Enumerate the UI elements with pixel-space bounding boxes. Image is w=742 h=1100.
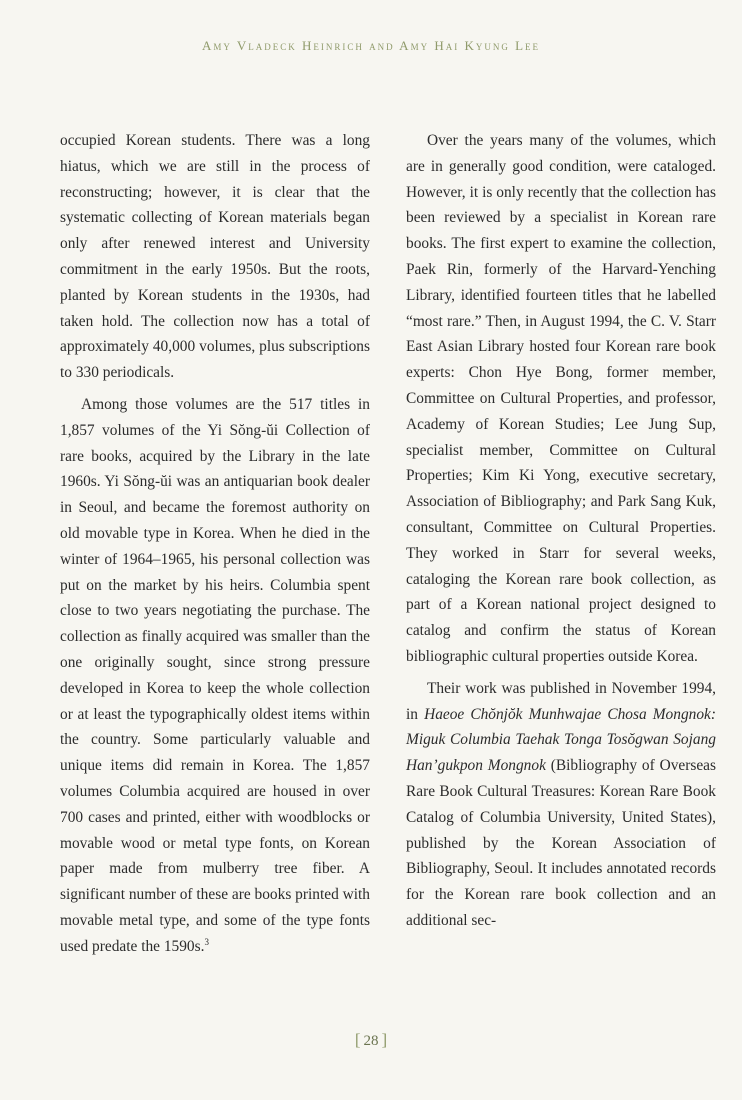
bracket-close: ]	[381, 1030, 388, 1049]
paragraph	[60, 392, 370, 960]
page-number	[0, 1030, 742, 1050]
running-head: Amy Vladeck Heinrich and Amy Hai Kyung Lee	[201, 38, 541, 53]
paragraph-text: Their work was published in November 1994, in	[406, 679, 716, 723]
right-column	[406, 128, 716, 934]
book-title: Haeoe Chŏnjŏk Munhwajae Chosa Mongnok: Miguk Columbia Taehak Tonga Tosŏgwan Sojang Han’gukpon Mongnok	[406, 705, 716, 775]
left-column	[60, 128, 370, 960]
paragraph: occupied Korean students. There was a long hiatus, which we are still in the process of reconstructing; however, it is clear that the systematic collecting of Korean materials began only after renewed interest and University commitment in the early 1950s. But the roots, planted by Korean students in the 1930s, had taken hold. The collection now has a total of approximately 40,000 volumes, plus subscriptions to 330 periodicals.	[60, 132, 370, 382]
paragraph-text: Among those volumes are the 517 titles in 1,857 volumes of the Yi Sŏng-ŭi Collection of rare books, acquired by the Library in the late 1960s. Yi Sŏng-ŭi was an antiquarian book dealer in Seoul, and became the foremost authority on old movable type in Korea. When he died in the winter of 1964–1965, his personal collection was put on the market by his heirs. Columbia spent close to two years negotiating the purchase. The collection as finally acquired was smaller than the one originally sought, since strong pressure developed in Korea to keep the whole collection or at least the typographically oldest items within the country. Some particularly valuable and unique items did remain in Korea. The 1,857 volumes Columbia acquired are housed in over 700 cases and printed, either with woodblocks or movable wood or metal type fonts, on Korean paper made from mulberry tree fiber. A significant number of these are books printed with movable metal type, and some of the type fonts used predate the 1590s.	[60, 395, 370, 955]
paragraph: Over the years many of the volumes, which are in generally good condition, were cataloged. However, it is only recently that the collection has been reviewed by a specialist in Korean rare books. The first expert to examine the collection, Paek Rin, formerly of the Harvard-Yenching Library, identified fourteen titles that he labelled “most rare.” Then, in August 1994, the C. V. Starr East Asian Library hosted four Korean rare book experts: Chon Hye Bong, former member, Committee on Cultural Properties, and professor, Academy of Korean Studies; Lee Jung Sup, specialist member, Committee on Cultural Properties; Kim Ki Yong, executive secretary, Association of Bibliography; and Park Sang Kuk, consultant, Committee on Cultural Properties. They worked in Starr for several weeks, cataloging the Korean rare book collection, as part of a Korean national project designed to catalog and confirm the status of Korean bibliographic cultural properties outside Korea.	[406, 132, 716, 665]
paragraph	[406, 676, 716, 934]
paragraph-text: (Bibliography of Overseas Rare Book Cultural Treasures: Korean Rare Book Catalog of Columbia University, United States), published by the Korean Association of Bibliography, Seoul. It includes annotated records for the Korean rare book collection and an additional sec-	[406, 757, 716, 929]
page-number-value: 28	[363, 1033, 379, 1049]
footnote-marker: 3	[204, 936, 209, 947]
bracket-open: [	[354, 1030, 361, 1049]
